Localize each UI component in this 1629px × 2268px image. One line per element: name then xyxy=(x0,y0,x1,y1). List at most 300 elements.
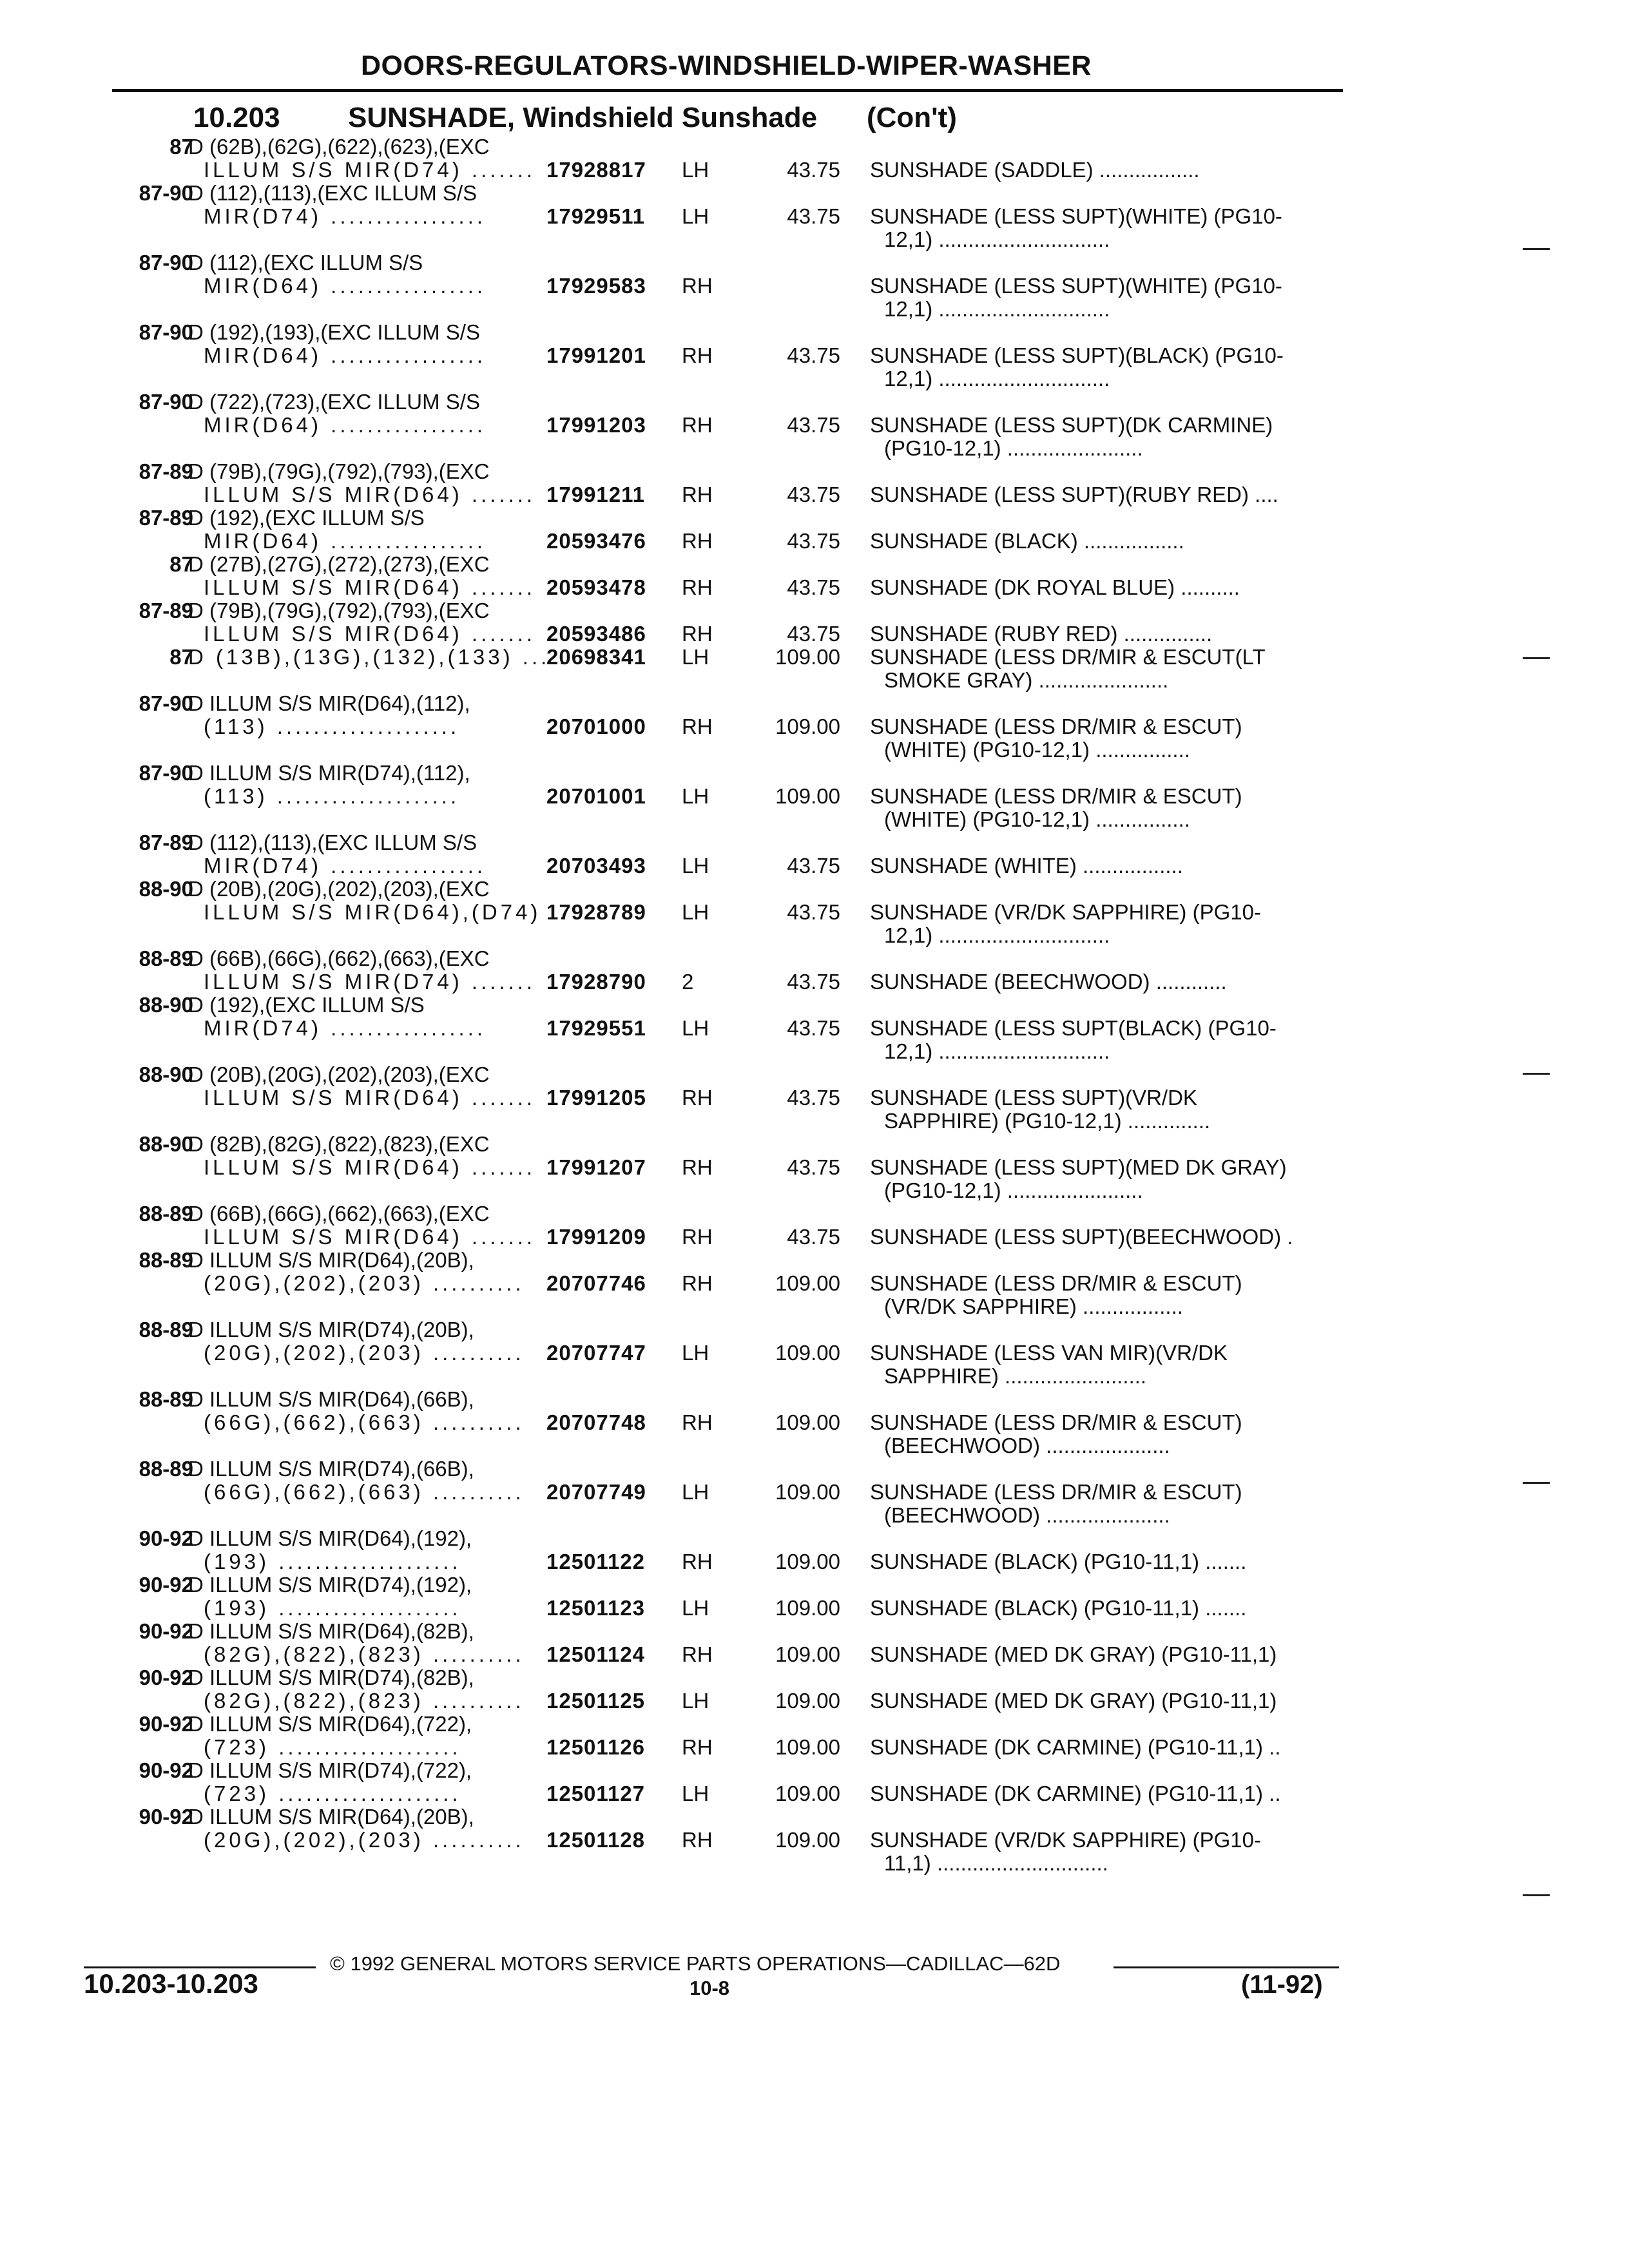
usage-description: MIR(D64) ................. xyxy=(204,343,487,367)
part-name: SUNSHADE (LESS SUPT)(VR/DK xyxy=(870,1086,1197,1110)
part-name: SUNSHADE (BLACK) ................. xyxy=(870,529,1184,553)
margin-mark xyxy=(1523,657,1550,659)
entry-line xyxy=(0,1689,1629,1713)
entry-line xyxy=(0,854,1629,878)
part-number: 17991211 xyxy=(546,483,646,506)
part-entry xyxy=(0,321,1629,390)
part-name: SUNSHADE (BLACK) (PG10-11,1) ....... xyxy=(870,1596,1247,1620)
section-number: 10.203 xyxy=(193,102,280,133)
part-entry xyxy=(0,878,1629,947)
footer-date: (11-92) xyxy=(1241,1970,1323,1999)
header-rule xyxy=(112,89,1343,92)
list-price: 109.00 xyxy=(775,1689,840,1713)
entry-line xyxy=(0,159,1629,182)
part-name: (WHITE) (PG10-12,1) ................ xyxy=(884,738,1190,762)
usage-description: D ILLUM S/S MIR(D74),(192), xyxy=(188,1573,472,1597)
part-number: 20707747 xyxy=(546,1341,646,1365)
entry-line xyxy=(0,414,1629,437)
usage-description: D ILLUM S/S MIR(D64),(112), xyxy=(188,691,470,715)
usage-description: (193) .................... xyxy=(204,1596,461,1620)
side-indicator: RH xyxy=(682,413,713,437)
entry-line xyxy=(0,135,1629,159)
usage-description: ILLUM S/S MIR(D64) ....... xyxy=(204,1155,536,1179)
part-number: 12501127 xyxy=(546,1782,646,1805)
entry-line xyxy=(0,599,1629,622)
part-name: SUNSHADE (LESS SUPT)(BEECHWOOD) . xyxy=(870,1225,1293,1249)
part-entry xyxy=(0,1805,1629,1875)
entry-line xyxy=(0,1341,1629,1365)
part-entry xyxy=(0,1063,1629,1133)
entry-line xyxy=(0,1829,1629,1852)
part-name: SUNSHADE (LESS DR/MIR & ESCUT) xyxy=(870,1271,1242,1295)
list-price: 109.00 xyxy=(775,784,840,808)
list-price: 43.75 xyxy=(787,529,840,553)
margin-mark xyxy=(1523,1073,1550,1075)
part-entry xyxy=(0,1249,1629,1318)
part-number: 20701001 xyxy=(546,784,646,808)
list-price: 43.75 xyxy=(787,158,840,182)
part-name: 12,1) ............................. xyxy=(884,1039,1110,1063)
entry-line xyxy=(0,205,1629,228)
usage-description: (113) .................... xyxy=(204,784,460,808)
footer-page-number: 10-8 xyxy=(689,1977,730,1999)
part-entry xyxy=(0,646,1629,692)
part-name: SUNSHADE (LESS DR/MIR & ESCUT) xyxy=(870,715,1242,738)
part-entry xyxy=(0,251,1629,321)
usage-description: (20G),(202),(203) .......... xyxy=(204,1828,525,1852)
part-entry xyxy=(0,1202,1629,1249)
entry-line xyxy=(0,1411,1629,1434)
part-name: SUNSHADE (LESS SUPT)(WHITE) (PG10- xyxy=(870,274,1282,298)
usage-description: D (20B),(20G),(202),(203),(EXC xyxy=(188,1062,490,1086)
list-price: 109.00 xyxy=(775,1782,840,1805)
part-name: SUNSHADE (LESS DR/MIR & ESCUT) xyxy=(870,1480,1242,1504)
entry-line xyxy=(0,738,1629,762)
usage-description: D (192),(193),(EXC ILLUM S/S xyxy=(188,320,480,344)
usage-description: D ILLUM S/S MIR(D64),(20B), xyxy=(188,1805,474,1829)
usage-description: D ILLUM S/S MIR(D74),(20B), xyxy=(188,1318,474,1341)
entry-line xyxy=(0,994,1629,1017)
usage-description: D (79B),(79G),(792),(793),(EXC xyxy=(188,459,490,483)
entry-line xyxy=(0,274,1629,298)
entry-line xyxy=(0,1086,1629,1110)
usage-description: D (66B),(66G),(662),(663),(EXC xyxy=(188,947,490,970)
usage-description: ILLUM S/S MIR(D74) ....... xyxy=(204,158,536,182)
entry-line xyxy=(0,530,1629,553)
list-price: 109.00 xyxy=(775,1596,840,1620)
model-years: 90-92 xyxy=(139,1758,193,1782)
side-indicator: LH xyxy=(682,1689,709,1713)
part-number: 20703493 xyxy=(546,854,646,878)
list-price: 109.00 xyxy=(775,1828,840,1852)
usage-description: D (722),(723),(EXC ILLUM S/S xyxy=(188,390,480,414)
entry-line xyxy=(0,878,1629,901)
entry-line xyxy=(0,715,1629,738)
parts-list xyxy=(0,135,1629,1875)
usage-description: D (192),(EXC ILLUM S/S xyxy=(188,993,425,1017)
list-price: 109.00 xyxy=(775,1642,840,1666)
part-name: SUNSHADE (RUBY RED) ............... xyxy=(870,622,1213,646)
list-price: 43.75 xyxy=(787,900,840,924)
part-number: 17929583 xyxy=(546,274,646,298)
part-entry xyxy=(0,506,1629,553)
part-number: 12501125 xyxy=(546,1689,646,1713)
entry-line xyxy=(0,1759,1629,1782)
part-number: 12501124 xyxy=(546,1642,646,1666)
part-entry xyxy=(0,460,1629,506)
side-indicator: 2 xyxy=(682,970,694,994)
entry-line xyxy=(0,1504,1629,1527)
part-entry xyxy=(0,1620,1629,1666)
usage-description: D ILLUM S/S MIR(D64),(20B), xyxy=(188,1248,474,1272)
model-years: 87-89 xyxy=(139,459,193,483)
part-entry xyxy=(0,182,1629,251)
side-indicator: LH xyxy=(682,1341,709,1365)
part-name: (WHITE) (PG10-12,1) ................ xyxy=(884,807,1190,831)
usage-description: D (13B),(13G),(132),(133) ..... xyxy=(188,645,568,669)
usage-description: D ILLUM S/S MIR(D74),(722), xyxy=(188,1758,472,1782)
entry-line xyxy=(0,251,1629,274)
model-years: 90-92 xyxy=(139,1805,193,1829)
model-years: 88-90 xyxy=(139,877,193,901)
part-number: 20593486 xyxy=(546,622,646,646)
part-entry xyxy=(0,1713,1629,1759)
model-years: 87 xyxy=(169,135,193,159)
section-title-bold: SUNSHADE, xyxy=(348,102,516,133)
list-price: 43.75 xyxy=(787,483,840,506)
model-years: 87-90 xyxy=(139,691,193,715)
part-entry xyxy=(0,1133,1629,1202)
usage-description: D ILLUM S/S MIR(D64),(192), xyxy=(188,1526,472,1550)
usage-description: (113) .................... xyxy=(204,715,460,738)
part-entry xyxy=(0,994,1629,1063)
usage-description: D (27B),(27G),(272),(273),(EXC xyxy=(188,552,490,576)
entry-line xyxy=(0,762,1629,785)
side-indicator: LH xyxy=(682,900,709,924)
usage-description: MIR(D64) ................. xyxy=(204,413,487,437)
entry-line xyxy=(0,1457,1629,1481)
usage-description: D (79B),(79G),(792),(793),(EXC xyxy=(188,599,490,622)
list-price: 43.75 xyxy=(787,343,840,367)
section-continued: (Con't) xyxy=(867,102,957,133)
model-years: 88-90 xyxy=(139,1132,193,1156)
entry-line xyxy=(0,901,1629,924)
side-indicator: RH xyxy=(682,1271,713,1295)
side-indicator: RH xyxy=(682,343,713,367)
margin-mark xyxy=(1523,248,1550,250)
model-years: 88-89 xyxy=(139,1318,193,1341)
model-years: 88-89 xyxy=(139,947,193,970)
entry-line xyxy=(0,646,1629,669)
usage-description: (20G),(202),(203) .......... xyxy=(204,1341,525,1365)
part-entry xyxy=(0,1573,1629,1620)
part-name: SUNSHADE (LESS DR/MIR & ESCUT) xyxy=(870,1410,1242,1434)
entry-line xyxy=(0,228,1629,251)
model-years: 90-92 xyxy=(139,1712,193,1736)
list-price: 43.75 xyxy=(787,204,840,228)
part-name: 12,1) ............................. xyxy=(884,227,1110,251)
part-number: 12501128 xyxy=(546,1828,646,1852)
part-entry xyxy=(0,553,1629,599)
part-name: SUNSHADE (MED DK GRAY) (PG10-11,1) xyxy=(870,1689,1277,1713)
entry-line xyxy=(0,1527,1629,1550)
part-name: SUNSHADE (LESS SUPT)(RUBY RED) .... xyxy=(870,483,1278,506)
part-entry xyxy=(0,831,1629,878)
usage-description: ILLUM S/S MIR(D64) ....... xyxy=(204,1086,536,1110)
model-years: 87 xyxy=(169,552,193,576)
page-title: DOORS-REGULATORS-WINDSHIELD-WIPER-WASHER xyxy=(361,50,1092,81)
list-price: 43.75 xyxy=(787,970,840,994)
part-number: 20707749 xyxy=(546,1480,646,1504)
usage-description: ILLUM S/S MIR(D64) ....... xyxy=(204,575,536,599)
model-years: 90-92 xyxy=(139,1573,193,1597)
list-price: 43.75 xyxy=(787,1225,840,1249)
model-years: 88-89 xyxy=(139,1202,193,1225)
side-indicator: LH xyxy=(682,1782,709,1805)
entry-line xyxy=(0,1318,1629,1341)
part-name: SUNSHADE (LESS VAN MIR)(VR/DK xyxy=(870,1341,1228,1365)
entry-line xyxy=(0,669,1629,692)
model-years: 90-92 xyxy=(139,1666,193,1689)
part-name: 11,1) ............................. xyxy=(884,1851,1108,1875)
usage-description: D ILLUM S/S MIR(D64),(722), xyxy=(188,1712,472,1736)
part-number: 17928817 xyxy=(546,158,646,182)
usage-description: D (112),(113),(EXC ILLUM S/S xyxy=(188,831,477,854)
entry-line xyxy=(0,1481,1629,1504)
part-entry xyxy=(0,692,1629,762)
part-number: 12501122 xyxy=(546,1550,646,1573)
model-years: 87-89 xyxy=(139,831,193,854)
usage-description: MIR(D74) ................. xyxy=(204,854,487,878)
part-entry xyxy=(0,599,1629,646)
entry-line xyxy=(0,1202,1629,1225)
part-number: 20593476 xyxy=(546,529,646,553)
side-indicator: LH xyxy=(682,784,709,808)
entry-line xyxy=(0,553,1629,576)
entry-line xyxy=(0,1713,1629,1736)
list-price: 43.75 xyxy=(787,1016,840,1040)
side-indicator: LH xyxy=(682,1596,709,1620)
entry-line xyxy=(0,1156,1629,1179)
part-number: 20707746 xyxy=(546,1271,646,1295)
side-indicator: RH xyxy=(682,1735,713,1759)
model-years: 88-90 xyxy=(139,993,193,1017)
model-years: 87-90 xyxy=(139,390,193,414)
usage-description: D (112),(EXC ILLUM S/S xyxy=(188,251,423,274)
entry-line xyxy=(0,1388,1629,1411)
part-entry xyxy=(0,135,1629,182)
part-name: (VR/DK SAPPHIRE) ................. xyxy=(884,1294,1183,1318)
entry-line xyxy=(0,321,1629,344)
part-number: 20698341 xyxy=(546,645,646,669)
part-number: 20593478 xyxy=(546,575,646,599)
usage-description: MIR(D74) ................. xyxy=(204,204,487,228)
list-price: 43.75 xyxy=(787,1086,840,1110)
footer-section-range: 10.203-10.203 xyxy=(84,1968,258,1999)
part-entry xyxy=(0,1318,1629,1388)
side-indicator: LH xyxy=(682,1016,709,1040)
side-indicator: RH xyxy=(682,575,713,599)
usage-description: (723) .................... xyxy=(204,1735,461,1759)
part-name: 12,1) ............................. xyxy=(884,367,1110,390)
side-indicator: RH xyxy=(682,1550,713,1573)
entry-line xyxy=(0,506,1629,530)
usage-description: ILLUM S/S MIR(D64) ....... xyxy=(204,1225,536,1249)
part-name: SUNSHADE (BLACK) (PG10-11,1) ....... xyxy=(870,1550,1247,1573)
part-entry xyxy=(0,762,1629,831)
entry-line xyxy=(0,460,1629,483)
usage-description: (723) .................... xyxy=(204,1782,461,1805)
part-entry xyxy=(0,1527,1629,1573)
usage-description: D (82B),(82G),(822),(823),(EXC xyxy=(188,1132,490,1156)
usage-description: D (112),(113),(EXC ILLUM S/S xyxy=(188,181,477,205)
part-name: SUNSHADE (DK ROYAL BLUE) .......... xyxy=(870,575,1240,599)
margin-mark xyxy=(1523,1894,1550,1896)
usage-description: ILLUM S/S MIR(D64) ....... xyxy=(204,483,536,506)
usage-description: (66G),(662),(663) .......... xyxy=(204,1410,525,1434)
margin-mark xyxy=(1523,1482,1550,1484)
side-indicator: RH xyxy=(682,1225,713,1249)
usage-description: (82G),(822),(823) .......... xyxy=(204,1642,525,1666)
part-number: 17991209 xyxy=(546,1225,646,1249)
part-name: SUNSHADE (LESS SUPT)(WHITE) (PG10- xyxy=(870,204,1282,228)
entry-line xyxy=(0,1225,1629,1249)
side-indicator: RH xyxy=(682,1410,713,1434)
part-name: SAPPHIRE) ........................ xyxy=(884,1364,1147,1388)
part-name: SUNSHADE (LESS DR/MIR & ESCUT(LT xyxy=(870,645,1266,669)
part-name: 12,1) ............................. xyxy=(884,297,1110,321)
part-number: 12501123 xyxy=(546,1596,646,1620)
part-name: SUNSHADE (LESS SUPT)(MED DK GRAY) xyxy=(870,1155,1287,1179)
section-title xyxy=(348,102,817,134)
entry-line xyxy=(0,1295,1629,1318)
part-entry xyxy=(0,1388,1629,1457)
model-years: 90-92 xyxy=(139,1526,193,1550)
usage-description: ILLUM S/S MIR(D64),(D74) .. xyxy=(204,900,568,924)
entry-line xyxy=(0,622,1629,646)
entry-line xyxy=(0,924,1629,947)
usage-description: D ILLUM S/S MIR(D64),(82B), xyxy=(188,1619,474,1643)
usage-description: ILLUM S/S MIR(D74) ....... xyxy=(204,970,536,994)
entry-line xyxy=(0,1643,1629,1666)
side-indicator: RH xyxy=(682,1828,713,1852)
part-name: (BEECHWOOD) ..................... xyxy=(884,1503,1170,1527)
model-years: 87 xyxy=(169,645,193,669)
model-years: 87-89 xyxy=(139,506,193,530)
list-price: 109.00 xyxy=(775,1550,840,1573)
usage-description: (20G),(202),(203) .......... xyxy=(204,1271,525,1295)
part-name: SUNSHADE (DK CARMINE) (PG10-11,1) .. xyxy=(870,1782,1281,1805)
part-name: SUNSHADE (LESS SUPT)(DK CARMINE) xyxy=(870,413,1273,437)
part-number: 17928789 xyxy=(546,900,646,924)
part-name: SUNSHADE (LESS SUPT)(BLACK) (PG10- xyxy=(870,343,1284,367)
model-years: 87-90 xyxy=(139,320,193,344)
entry-line xyxy=(0,298,1629,321)
side-indicator: LH xyxy=(682,645,709,669)
entry-line xyxy=(0,1573,1629,1597)
entry-line xyxy=(0,1017,1629,1040)
side-indicator: LH xyxy=(682,158,709,182)
list-price: 109.00 xyxy=(775,1341,840,1365)
entry-line xyxy=(0,1040,1629,1063)
entry-line xyxy=(0,182,1629,205)
model-years: 90-92 xyxy=(139,1619,193,1643)
usage-description: (193) .................... xyxy=(204,1550,461,1573)
entry-line xyxy=(0,1272,1629,1295)
list-price: 43.75 xyxy=(787,854,840,878)
part-number: 17991205 xyxy=(546,1086,646,1110)
usage-description: D (192),(EXC ILLUM S/S xyxy=(188,506,425,530)
entry-line xyxy=(0,1805,1629,1829)
side-indicator: RH xyxy=(682,1155,713,1179)
usage-description: (66G),(662),(663) .......... xyxy=(204,1480,525,1504)
part-name: (PG10-12,1) ....................... xyxy=(884,1178,1143,1202)
entry-line xyxy=(0,947,1629,970)
entry-line xyxy=(0,1249,1629,1272)
part-name: (BEECHWOOD) ..................... xyxy=(884,1434,1170,1457)
entry-line xyxy=(0,1179,1629,1202)
part-number: 17991203 xyxy=(546,413,646,437)
side-indicator: RH xyxy=(682,529,713,553)
side-indicator: RH xyxy=(682,715,713,738)
entry-line xyxy=(0,344,1629,367)
model-years: 88-89 xyxy=(139,1387,193,1411)
part-entry xyxy=(0,1666,1629,1713)
part-number: 20701000 xyxy=(546,715,646,738)
part-name: SUNSHADE (LESS DR/MIR & ESCUT) xyxy=(870,784,1242,808)
part-entry xyxy=(0,1457,1629,1527)
model-years: 88-90 xyxy=(139,1062,193,1086)
part-number: 20707748 xyxy=(546,1410,646,1434)
entry-line xyxy=(0,1434,1629,1457)
entry-line xyxy=(0,1110,1629,1133)
side-indicator: RH xyxy=(682,274,713,298)
usage-description: (82G),(822),(823) .......... xyxy=(204,1689,525,1713)
list-price: 43.75 xyxy=(787,622,840,646)
part-name: SUNSHADE (WHITE) ................. xyxy=(870,854,1183,878)
part-name: SMOKE GRAY) ...................... xyxy=(884,668,1169,692)
list-price: 43.75 xyxy=(787,1155,840,1179)
footer-rule-right xyxy=(1113,1966,1339,1968)
part-entry xyxy=(0,390,1629,460)
footer-copyright: © 1992 GENERAL MOTORS SERVICE PARTS OPERATIONS—CADILLAC—62D xyxy=(330,1952,1061,1975)
model-years: 87-90 xyxy=(139,761,193,785)
entry-line xyxy=(0,1620,1629,1643)
entry-line xyxy=(0,390,1629,414)
entry-line xyxy=(0,831,1629,854)
entry-line xyxy=(0,367,1629,390)
list-price: 109.00 xyxy=(775,645,840,669)
part-number: 17929511 xyxy=(546,204,646,228)
part-name: SUNSHADE (VR/DK SAPPHIRE) (PG10- xyxy=(870,1828,1261,1852)
part-entry xyxy=(0,947,1629,994)
usage-description: D ILLUM S/S MIR(D74),(112), xyxy=(188,761,470,785)
part-number: 17929551 xyxy=(546,1016,646,1040)
entry-line xyxy=(0,1852,1629,1875)
part-name: SUNSHADE (VR/DK SAPPHIRE) (PG10- xyxy=(870,900,1261,924)
part-name: SAPPHIRE) (PG10-12,1) .............. xyxy=(884,1109,1211,1133)
usage-description: D ILLUM S/S MIR(D64),(66B), xyxy=(188,1387,474,1411)
entry-line xyxy=(0,1550,1629,1573)
entry-line xyxy=(0,1736,1629,1759)
entry-line xyxy=(0,808,1629,831)
section-title-rest: Windshield Sunshade xyxy=(523,102,818,133)
side-indicator: RH xyxy=(682,1642,713,1666)
side-indicator: RH xyxy=(682,622,713,646)
usage-description: MIR(D64) ................. xyxy=(204,274,487,298)
part-number: 17991201 xyxy=(546,343,646,367)
entry-line xyxy=(0,483,1629,506)
